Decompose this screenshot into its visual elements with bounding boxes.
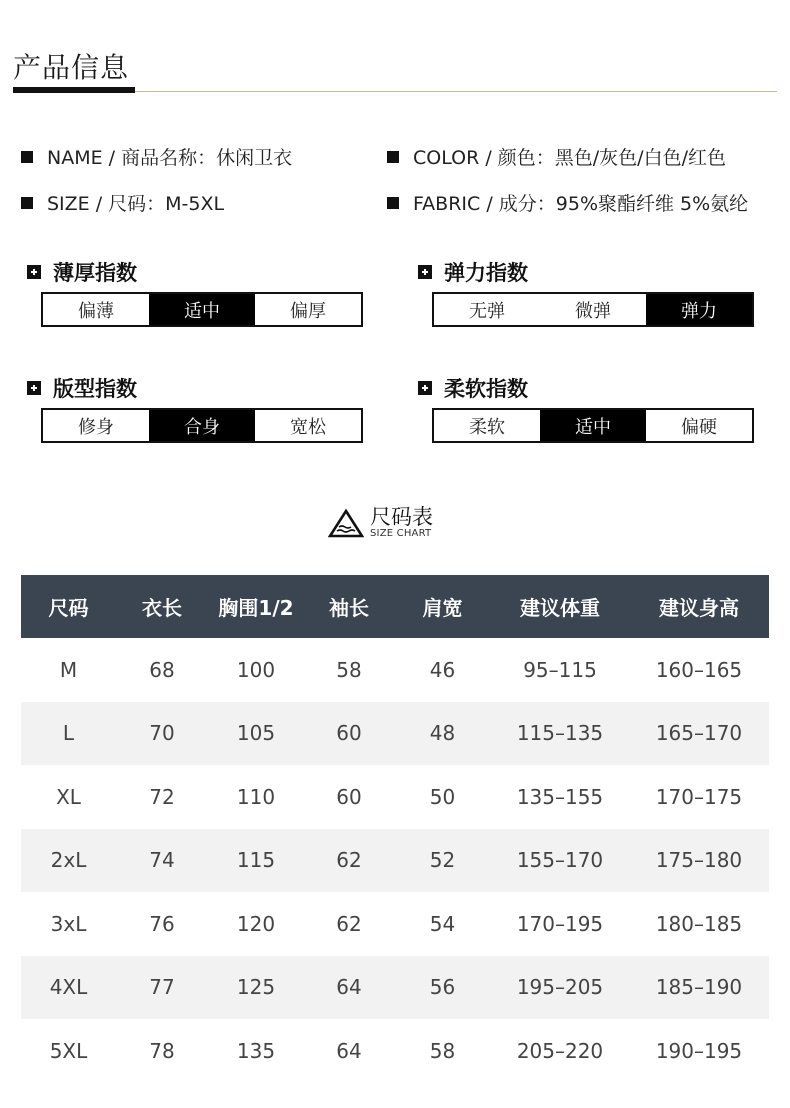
index-option: 微弹 xyxy=(540,294,646,325)
table-cell: 3xL xyxy=(50,911,87,936)
bullet-square-icon xyxy=(387,151,399,163)
column-header: 袖长 xyxy=(304,575,394,638)
table-cell: 95–115 xyxy=(523,657,597,682)
table-cell: 58 xyxy=(336,657,362,682)
index-option: 偏硬 xyxy=(646,410,752,441)
table-cell: 78 xyxy=(149,1038,175,1063)
table-cell: 46 xyxy=(429,657,456,682)
index-option-selected: 弹力 xyxy=(646,294,752,325)
table-cell: 155–170 xyxy=(491,829,629,893)
table-cell: 175–180 xyxy=(629,829,769,893)
index-scale-fit xyxy=(41,408,363,443)
info-color-text: COLOR / 颜色：黑色/灰色/白色/红色 xyxy=(413,147,726,169)
table-row xyxy=(21,892,769,956)
bullet-square-icon xyxy=(387,197,399,209)
table-cell: 180–185 xyxy=(655,911,743,936)
table-cell: 68 xyxy=(149,657,175,682)
table-cell: 185–190 xyxy=(629,956,769,1020)
column-header: 尺码 xyxy=(21,575,116,638)
index-title-text: 柔软指数 xyxy=(444,377,528,401)
index-title-elasticity xyxy=(418,257,528,287)
table-cell: 50 xyxy=(429,784,456,809)
plus-box-icon xyxy=(418,381,432,395)
table-cell: 64 xyxy=(336,1038,362,1063)
index-scale-thickness xyxy=(41,292,363,327)
info-fabric-text: FABRIC / 成分：95%聚酯纤维 5%氨纶 xyxy=(413,193,749,215)
table-cell: 60 xyxy=(304,702,394,766)
table-cell: 62 xyxy=(304,829,394,893)
table-cell: 54 xyxy=(429,911,456,936)
bullet-square-icon xyxy=(21,151,33,163)
index-option: 修身 xyxy=(43,410,149,441)
title-divider-line xyxy=(135,91,777,92)
table-row xyxy=(21,956,769,1020)
table-cell: 76 xyxy=(149,911,175,936)
table-cell: 120 xyxy=(236,911,276,936)
plus-box-icon xyxy=(418,265,432,279)
index-title-softness xyxy=(418,373,528,403)
table-cell: 52 xyxy=(394,829,491,893)
table-cell: 72 xyxy=(149,784,175,809)
table-cell: 160–165 xyxy=(655,657,743,682)
size-chart-subtitle: SIZE CHART xyxy=(370,528,432,539)
column-header: 建议身高 xyxy=(629,575,769,638)
table-cell: 195–205 xyxy=(491,956,629,1020)
table-cell: 62 xyxy=(336,911,362,936)
info-size xyxy=(21,189,224,216)
table-cell: 170–195 xyxy=(516,911,604,936)
index-option: 偏薄 xyxy=(43,294,149,325)
column-header: 胸围1/2 xyxy=(208,575,304,638)
table-cell: 4XL xyxy=(21,956,116,1020)
page-title: 产品信息 xyxy=(13,51,130,84)
index-option-selected: 合身 xyxy=(149,410,255,441)
info-fabric xyxy=(387,189,748,216)
table-cell: 135 xyxy=(236,1038,276,1063)
plus-box-icon xyxy=(27,381,41,395)
table-row xyxy=(21,638,769,702)
table-cell: 105 xyxy=(208,702,304,766)
table-row xyxy=(21,1019,769,1083)
index-option-selected: 适中 xyxy=(540,410,646,441)
index-option: 柔软 xyxy=(434,410,540,441)
index-option: 无弹 xyxy=(434,294,540,325)
table-cell: 115–135 xyxy=(491,702,629,766)
plus-box-icon xyxy=(27,265,41,279)
column-header: 肩宽 xyxy=(394,575,491,638)
table-cell: 5XL xyxy=(49,1038,88,1063)
table-cell: 58 xyxy=(429,1038,456,1063)
column-header: 衣长 xyxy=(116,575,208,638)
info-size-text: SIZE / 尺码：M-5XL xyxy=(47,193,225,215)
index-scale-softness xyxy=(432,408,754,443)
table-row xyxy=(21,829,769,893)
table-cell: 74 xyxy=(116,829,208,893)
column-header: 建议体重 xyxy=(491,575,629,638)
index-option: 偏厚 xyxy=(255,294,361,325)
table-cell: 77 xyxy=(116,956,208,1020)
table-header-row xyxy=(21,575,769,638)
index-title-text: 版型指数 xyxy=(53,377,137,401)
info-color xyxy=(387,143,726,170)
table-cell: 205–220 xyxy=(516,1038,604,1063)
table-cell: 135–155 xyxy=(516,784,604,809)
title-underline-bar xyxy=(13,87,135,93)
size-chart-heading xyxy=(328,506,433,539)
size-chart-title: 尺码表 xyxy=(370,505,433,529)
table-cell: 2xL xyxy=(21,829,116,893)
size-table xyxy=(21,575,769,1083)
info-name xyxy=(21,143,292,170)
table-cell: 190–195 xyxy=(655,1038,743,1063)
table-cell: 110 xyxy=(236,784,276,809)
index-title-thickness xyxy=(27,257,137,287)
index-title-text: 薄厚指数 xyxy=(53,261,137,285)
table-row xyxy=(21,702,769,766)
table-cell: 48 xyxy=(394,702,491,766)
table-cell: L xyxy=(21,702,116,766)
bullet-square-icon xyxy=(21,197,33,209)
table-cell: 56 xyxy=(394,956,491,1020)
table-cell: 115 xyxy=(208,829,304,893)
size-table-body xyxy=(21,638,769,1083)
table-cell: 100 xyxy=(236,657,276,682)
table-cell: 64 xyxy=(304,956,394,1020)
table-cell: XL xyxy=(56,784,81,809)
ruler-triangle-icon xyxy=(328,508,364,538)
table-row xyxy=(21,765,769,829)
table-cell: M xyxy=(59,657,78,682)
index-option-selected: 适中 xyxy=(149,294,255,325)
table-cell: 70 xyxy=(116,702,208,766)
index-title-text: 弹力指数 xyxy=(444,261,528,285)
table-cell: 170–175 xyxy=(655,784,743,809)
table-cell: 60 xyxy=(336,784,362,809)
table-cell: 125 xyxy=(208,956,304,1020)
index-title-fit xyxy=(27,373,137,403)
index-option: 宽松 xyxy=(255,410,361,441)
index-scale-elasticity xyxy=(432,292,754,327)
table-cell: 165–170 xyxy=(629,702,769,766)
info-name-text: NAME / 商品名称：休闲卫衣 xyxy=(47,147,293,169)
